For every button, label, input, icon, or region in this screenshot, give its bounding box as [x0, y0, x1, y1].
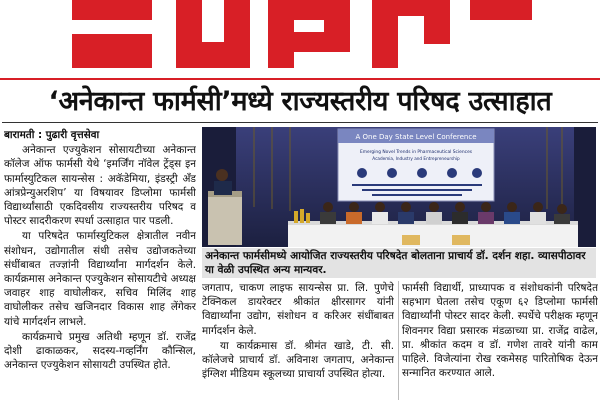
article-column-3 [402, 281, 598, 400]
banner-title: A One Day State Level Conference [355, 133, 477, 141]
stage-scene [202, 127, 596, 247]
paragraph: या कार्यक्रमास डॉ. श्रीमंत खाडे, टी. सी. कॉलेजचे प्राचार्य डॉ. अविनाश जगताप, अनेकान्त इंग्लिश मीडियम स्कूलच्या प्राचार्या उपस्थित होत्या. [202, 339, 394, 381]
headline-rule [2, 122, 598, 123]
article-column-1 [4, 128, 196, 400]
byline: बारामती : पुढारी वृत्तसेवा [4, 129, 100, 141]
paragraph: या परिषदेत फार्मास्युटिकल क्षेत्रातील नवीन संशोधन, उद्योगातील संधी तसेच उद्योजकतेच्या संधींबाबत तज्ज्ञांनी विद्यार्थ्यांना मार्गदर्शन केले. कार्यक्रमास अनेकान्त एज्युकेशन सोसायटीचे अध्यक्ष जवाहर शाह वाघोलीकर, सचिव मिलिंद शाह वाघोलीकर तसेच खजिनदार विकास शाह लेंगेकर यांचे मार्गदर्शन लाभले. [4, 230, 196, 328]
banner-line-2: Academia, Industry and Entrepreneurship [372, 156, 460, 161]
masthead-rule [0, 78, 600, 80]
photo-caption: अनेकान्त फार्मसीमध्ये आयोजित राज्यस्तरीय परिषदेत बोलताना प्राचार्य डॉ. दर्शन शहा. व्यासपीठावर या वेळी उपस्थित अन्य मान्यवर. [202, 248, 596, 278]
paragraph: फार्मसी विद्यार्थी, प्राध्यापक व संशोधकांनी परिषदेत सहभाग घेतला तसेच एकूण ६२ डिप्लोमा फार्मसी विद्यार्थ्यांनी पोस्टर सादर केली. स्पर्धेचे परीक्षक म्हणून शिवनगर विद्या प्रसारक मंडळाच्या प्रा. राजेंद्र वाढेल, प्रा. श्रीकांत कदम व डॉ. गणेश तावरे यांनी काम पाहिले. विजेत्यांना रोख रकमेसह पारितोषिक देऊन सन्मानित करण्यात आले. [402, 282, 598, 380]
paragraph: जगताप, चाकण लाइफ सायन्सेस प्रा. लि. पुणेचे टेक्निकल डायरेक्टर श्रीकांत क्षीरसागर यांनी विद्यार्थ्यांना उद्योग, संशोधन व करिअर संधींबाबत मार्गदर्शन केले. [202, 282, 394, 337]
article-headline: ‘अनेकान्त फार्मसी’मध्ये राज्यस्तरीय परिषद उत्साहात [48, 86, 552, 117]
banner-line-1: Emerging Novel Trends in Pharmaceutical Sciences [359, 150, 473, 155]
newspaper-masthead [0, 0, 600, 82]
masthead-logo [72, 0, 532, 74]
article-column-2 [202, 281, 394, 400]
event-photo [202, 127, 596, 247]
column-divider [398, 281, 399, 400]
paragraph: कार्यक्रमाचे प्रमुख अतिथी म्हणून डॉ. राजेंद्र दोशी ढाकाळकर, सदस्य-गव्हर्निंग कौन्सिल, अनेकान्त एज्युकेशन सोसायटी उपस्थित होते. [4, 330, 196, 372]
paragraph: अनेकान्त एज्युकेशन सोसायटीच्या अनेकान्त कॉलेज ऑफ फार्मसी येथे ‘इमर्जिंग नॉवेल ट्रेंड्स इन फार्मास्युटिकल सायन्सेस : अकॅडेमिया, इंडस्ट्री अँड आंत्रप्रेन्युअरशिप’ या विषयावर डिप्लोमा फार्मसी विद्यार्थ्यांसाठी एकदिवसीय राज्यस्तरीय परिषद व पोस्टर सादरीकरण स्पर्धा उत्साहात पार पडली. [4, 144, 196, 228]
